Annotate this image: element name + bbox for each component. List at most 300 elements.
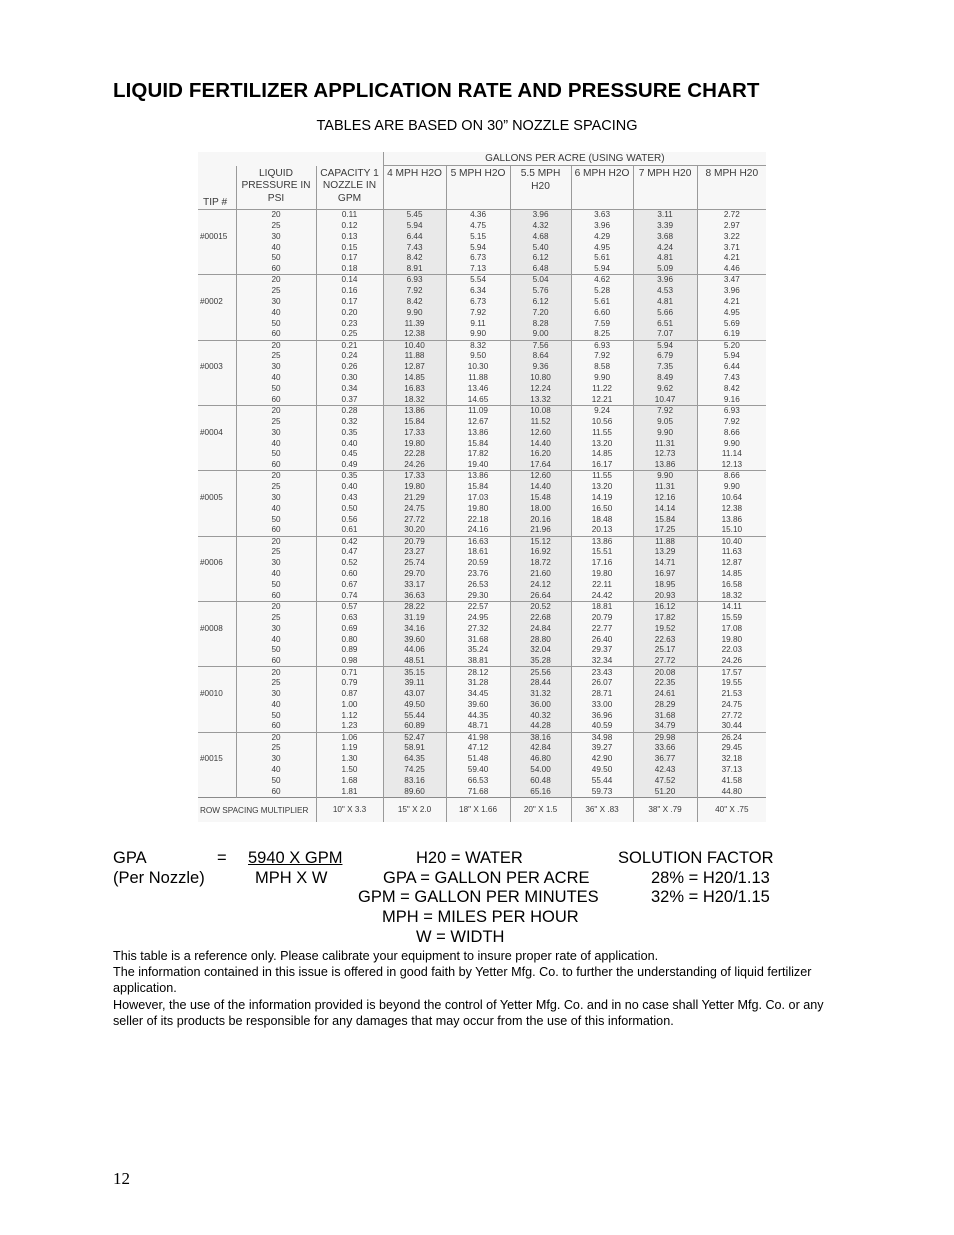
gpa-cell: 5.94 <box>383 220 446 231</box>
table-row <box>198 514 766 525</box>
gpa-cell: 8.25 <box>571 329 633 340</box>
gpa-cell: 18.81 <box>571 602 633 613</box>
pressure-cell: 30 <box>236 362 316 373</box>
gpa-cell: 28.80 <box>510 634 571 645</box>
multiplier-cell: 20" X 1.5 <box>510 798 571 823</box>
multiplier-cell: 10" X 3.3 <box>316 798 383 823</box>
pressure-cell: 60 <box>236 787 316 798</box>
gpa-cell: 19.80 <box>383 482 446 493</box>
gpa-cell: 5.94 <box>571 264 633 275</box>
gpa-cell: 9.05 <box>633 416 697 427</box>
table-subtitle: TABLES ARE BASED ON 30” NOZZLE SPACING <box>316 118 638 134</box>
gpa-cell: 54.00 <box>510 765 571 776</box>
table-row <box>198 710 766 721</box>
pressure-cell: 50 <box>236 384 316 395</box>
tip-cell <box>198 612 236 623</box>
gpa-cell: 35.28 <box>510 656 571 667</box>
tip-cell: #00015 <box>200 231 228 241</box>
gpa-cell: 9.16 <box>697 395 766 406</box>
gpa-cell: 4.32 <box>510 220 571 231</box>
gpa-cell: 6.93 <box>571 340 633 351</box>
gpa-cell: 22.57 <box>446 602 510 613</box>
capacity-cell: 0.11 <box>316 210 383 221</box>
table-row <box>198 667 766 678</box>
table-row <box>198 384 766 395</box>
gpa-cell: 3.47 <box>697 275 766 286</box>
gpa-cell: 13.86 <box>446 427 510 438</box>
tip-cell: #0008 <box>200 623 223 633</box>
gpa-cell: 7.20 <box>510 308 571 319</box>
capacity-cell: 0.15 <box>316 242 383 253</box>
gpa-cell: 60.89 <box>383 721 446 732</box>
gpa-cell: 48.51 <box>383 656 446 667</box>
gpa-cell: 42.84 <box>510 743 571 754</box>
tip-cell <box>198 580 236 591</box>
capacity-cell: 1.00 <box>316 700 383 711</box>
gpa-cell: 6.19 <box>697 329 766 340</box>
rate-table <box>198 152 766 822</box>
gpa-cell: 16.97 <box>633 569 697 580</box>
gpa-cell: 13.20 <box>571 482 633 493</box>
width-definition: W = WIDTH <box>416 928 505 946</box>
tip-cell: #0005 <box>200 493 223 502</box>
gpa-cell: 29.37 <box>571 645 633 656</box>
pressure-cell: 60 <box>236 525 316 536</box>
table-row <box>198 504 766 515</box>
gpa-cell: 27.32 <box>446 623 510 634</box>
gpa-cell: 55.44 <box>383 710 446 721</box>
gpa-cell: 9.90 <box>383 308 446 319</box>
gpa-cell: 6.48 <box>510 264 571 275</box>
gpa-cell: 52.47 <box>383 732 446 743</box>
gpa-cell: 13.86 <box>633 460 697 471</box>
tip-cell: #0010 <box>200 689 223 699</box>
h20-definition: H20 = WATER <box>416 849 523 867</box>
gpa-cell: 4.95 <box>571 242 633 253</box>
gpa-cell: 6.12 <box>510 253 571 264</box>
gpa-cell: 29.30 <box>446 591 510 602</box>
table-row <box>198 373 766 384</box>
gpa-cell: 16.20 <box>510 449 571 460</box>
gpa-cell: 19.40 <box>446 460 510 471</box>
gpa-cell: 13.86 <box>446 471 510 482</box>
gpa-cell: 29.70 <box>383 569 446 580</box>
table-row <box>198 612 766 623</box>
multiplier-cell: 40" X .75 <box>697 798 766 823</box>
gpa-cell: 22.18 <box>446 514 510 525</box>
gpa-cell: 39.60 <box>383 634 446 645</box>
gpa-cell: 7.92 <box>383 286 446 297</box>
gpa-cell: 15.84 <box>446 482 510 493</box>
gpa-cell: 39.11 <box>383 678 446 689</box>
tip-cell <box>198 591 236 602</box>
formula-gpa-label: GPA <box>113 849 147 867</box>
gpa-cell: 44.28 <box>510 721 571 732</box>
gpa-cell: 17.16 <box>571 558 633 569</box>
capacity-cell: 0.43 <box>316 493 383 504</box>
pressure-cell: 20 <box>236 471 316 482</box>
gpa-cell: 6.60 <box>571 308 633 319</box>
table-row <box>198 242 766 253</box>
gpa-cell: 42.90 <box>571 754 633 765</box>
gpa-cell: 5.20 <box>697 340 766 351</box>
speed-header-8: 8 MPH H20 <box>697 166 766 210</box>
tip-cell <box>198 340 236 351</box>
gpa-cell: 28.71 <box>571 689 633 700</box>
gpa-cell: 8.64 <box>510 351 571 362</box>
gpa-definition: GPA = GALLON PER ACRE <box>383 869 590 887</box>
table-row <box>198 220 766 231</box>
capacity-cell: 0.13 <box>316 231 383 242</box>
gpa-cell: 7.92 <box>446 308 510 319</box>
gpa-cell: 44.35 <box>446 710 510 721</box>
gpa-cell: 12.38 <box>697 504 766 515</box>
rate-chart <box>198 152 766 822</box>
gpa-cell: 51.48 <box>446 754 510 765</box>
table-row <box>198 471 766 482</box>
capacity-cell: 0.26 <box>316 362 383 373</box>
capacity-cell: 0.52 <box>316 558 383 569</box>
gpa-cell: 25.56 <box>510 667 571 678</box>
gpa-cell: 10.80 <box>510 373 571 384</box>
multiplier-cell: 38" X .79 <box>633 798 697 823</box>
gpa-cell: 13.29 <box>633 547 697 558</box>
gpa-cell: 7.35 <box>633 362 697 373</box>
tip-cell <box>198 732 236 743</box>
gpa-cell: 83.16 <box>383 776 446 787</box>
gpa-cell: 20.59 <box>446 558 510 569</box>
gpa-cell: 4.62 <box>571 275 633 286</box>
gpa-cell: 33.66 <box>633 743 697 754</box>
capacity-cell: 0.17 <box>316 297 383 308</box>
gpa-cell: 5.69 <box>697 318 766 329</box>
gpa-cell: 38.16 <box>510 732 571 743</box>
capacity-cell: 0.17 <box>316 253 383 264</box>
gpa-cell: 11.14 <box>697 449 766 460</box>
gpa-cell: 66.53 <box>446 776 510 787</box>
gpa-cell: 11.88 <box>446 373 510 384</box>
gpa-cell: 15.10 <box>697 525 766 536</box>
gpa-cell: 24.26 <box>383 460 446 471</box>
tip-cell <box>198 449 236 460</box>
gpa-cell: 5.28 <box>571 286 633 297</box>
table-row <box>198 569 766 580</box>
gpa-cell: 4.21 <box>697 253 766 264</box>
gpa-cell: 9.90 <box>446 329 510 340</box>
gpa-cell: 7.92 <box>633 406 697 417</box>
gpa-cell: 24.16 <box>446 525 510 536</box>
tip-cell <box>198 275 236 286</box>
gpa-cell: 24.26 <box>697 656 766 667</box>
gpa-cell: 8.49 <box>633 373 697 384</box>
capacity-cell: 0.23 <box>316 318 383 329</box>
pressure-cell: 50 <box>236 514 316 525</box>
gpa-cell: 6.51 <box>633 318 697 329</box>
capacity-cell: 0.24 <box>316 351 383 362</box>
table-row <box>198 591 766 602</box>
pressure-cell: 60 <box>236 395 316 406</box>
table-row <box>198 438 766 449</box>
gpa-cell: 11.22 <box>571 384 633 395</box>
gpa-cell: 20.79 <box>571 612 633 623</box>
tip-cell <box>198 286 236 297</box>
capacity-cell: 0.28 <box>316 406 383 417</box>
formula-per-nozzle: (Per Nozzle) <box>113 869 205 887</box>
gpa-cell: 5.45 <box>383 210 446 221</box>
gpa-cell: 26.64 <box>510 591 571 602</box>
gpa-cell: 5.40 <box>510 242 571 253</box>
table-row <box>198 765 766 776</box>
gpa-cell: 4.29 <box>571 231 633 242</box>
tip-cell <box>198 710 236 721</box>
table-row <box>198 602 766 613</box>
pressure-cell: 30 <box>236 231 316 242</box>
pressure-cell: 40 <box>236 765 316 776</box>
solution-factor-28: 28% = H20/1.13 <box>651 869 770 887</box>
tip-cell <box>198 743 236 754</box>
gpa-cell: 26.40 <box>571 634 633 645</box>
gpa-cell: 22.11 <box>571 580 633 591</box>
pressure-cell: 30 <box>236 493 316 504</box>
gpa-cell: 28.22 <box>383 602 446 613</box>
table-row <box>198 776 766 787</box>
gpa-cell: 6.93 <box>697 406 766 417</box>
mph-definition: MPH = MILES PER HOUR <box>382 908 579 926</box>
gpa-cell: 43.07 <box>383 689 446 700</box>
tip-cell <box>198 634 236 645</box>
gpa-cell: 23.76 <box>446 569 510 580</box>
tip-cell <box>198 525 236 536</box>
gpa-cell: 36.63 <box>383 591 446 602</box>
capacity-cell: 0.63 <box>316 612 383 623</box>
table-row <box>198 732 766 743</box>
capacity-cell: 0.21 <box>316 340 383 351</box>
pressure-cell: 20 <box>236 602 316 613</box>
rate-table-body <box>198 152 766 822</box>
gpa-cell: 13.32 <box>510 395 571 406</box>
gpa-cell: 71.68 <box>446 787 510 798</box>
gpa-cell: 10.56 <box>571 416 633 427</box>
gpa-cell: 16.63 <box>446 536 510 547</box>
gpa-cell: 30.44 <box>697 721 766 732</box>
gpa-cell: 47.12 <box>446 743 510 754</box>
table-row <box>198 427 766 438</box>
capacity-cell: 0.89 <box>316 645 383 656</box>
gpa-cell: 5.61 <box>571 297 633 308</box>
pressure-cell: 20 <box>236 732 316 743</box>
gpa-cell: 30.20 <box>383 525 446 536</box>
table-row <box>198 525 766 536</box>
gpa-cell: 17.25 <box>633 525 697 536</box>
tip-cell <box>198 569 236 580</box>
pressure-cell: 40 <box>236 700 316 711</box>
pressure-cell: 60 <box>236 264 316 275</box>
capacity-cell: 0.35 <box>316 471 383 482</box>
pressure-cell: 60 <box>236 656 316 667</box>
capacity-cell: 0.87 <box>316 689 383 700</box>
gpa-cell: 5.04 <box>510 275 571 286</box>
table-row <box>198 482 766 493</box>
gpa-cell: 14.19 <box>571 493 633 504</box>
gpa-cell: 41.58 <box>697 776 766 787</box>
gpa-cell: 9.36 <box>510 362 571 373</box>
gpa-cell: 24.84 <box>510 623 571 634</box>
gpa-cell: 15.84 <box>383 416 446 427</box>
gpa-cell: 12.60 <box>510 427 571 438</box>
gpa-cell: 4.81 <box>633 253 697 264</box>
pressure-cell: 25 <box>236 220 316 231</box>
gpa-cell: 14.85 <box>571 449 633 460</box>
gpa-cell: 47.52 <box>633 776 697 787</box>
gpa-cell: 14.40 <box>510 482 571 493</box>
gpa-cell: 26.07 <box>571 678 633 689</box>
gpa-cell: 20.13 <box>571 525 633 536</box>
gpa-cell: 9.90 <box>571 373 633 384</box>
gpa-cell: 6.12 <box>510 297 571 308</box>
gpa-cell: 11.55 <box>571 427 633 438</box>
gpa-cell: 15.84 <box>446 438 510 449</box>
gpa-cell: 49.50 <box>383 700 446 711</box>
gpa-cell: 5.54 <box>446 275 510 286</box>
gpa-cell: 13.46 <box>446 384 510 395</box>
gpa-cell: 36.77 <box>633 754 697 765</box>
tip-cell <box>198 667 236 678</box>
gpa-cell: 4.24 <box>633 242 697 253</box>
gpa-cell: 20.16 <box>510 514 571 525</box>
gpa-cell: 27.72 <box>697 710 766 721</box>
gpa-cell: 12.16 <box>633 493 697 504</box>
gpa-cell: 15.59 <box>697 612 766 623</box>
gpa-cell: 17.64 <box>510 460 571 471</box>
gpa-cell: 18.95 <box>633 580 697 591</box>
gpa-cell: 3.96 <box>510 210 571 221</box>
gpa-cell: 6.93 <box>383 275 446 286</box>
table-row <box>198 678 766 689</box>
gpa-cell: 31.68 <box>633 710 697 721</box>
table-row <box>198 754 766 765</box>
pressure-cell: 60 <box>236 460 316 471</box>
gpa-cell: 8.66 <box>697 427 766 438</box>
table-row <box>198 721 766 732</box>
gpa-cell: 16.83 <box>383 384 446 395</box>
pressure-cell: 40 <box>236 438 316 449</box>
gpa-cell: 4.75 <box>446 220 510 231</box>
capacity-cell: 1.30 <box>316 754 383 765</box>
gpa-cell: 64.35 <box>383 754 446 765</box>
gpa-cell: 29.98 <box>633 732 697 743</box>
gpa-cell: 14.85 <box>697 569 766 580</box>
pressure-cell: 40 <box>236 242 316 253</box>
gpa-cell: 34.16 <box>383 623 446 634</box>
table-row <box>198 656 766 667</box>
pressure-cell: 50 <box>236 253 316 264</box>
gpa-cell: 16.12 <box>633 602 697 613</box>
gpa-cell: 5.94 <box>446 242 510 253</box>
gpa-cell: 7.59 <box>571 318 633 329</box>
gpa-cell: 12.87 <box>383 362 446 373</box>
gpa-cell: 6.73 <box>446 253 510 264</box>
gpa-cell: 14.85 <box>383 373 446 384</box>
gpa-cell: 4.81 <box>633 297 697 308</box>
tip-cell <box>198 721 236 732</box>
pressure-cell: 60 <box>236 329 316 340</box>
table-row <box>198 449 766 460</box>
pressure-cell: 50 <box>236 449 316 460</box>
gpa-cell: 11.09 <box>446 406 510 417</box>
tip-cell <box>198 373 236 384</box>
capacity-cell: 0.74 <box>316 591 383 602</box>
table-row <box>198 264 766 275</box>
gpa-cell: 3.39 <box>633 220 697 231</box>
gpa-cell: 32.18 <box>697 754 766 765</box>
tip-cell <box>198 700 236 711</box>
gpa-cell: 8.42 <box>383 253 446 264</box>
pressure-cell: 40 <box>236 373 316 384</box>
gpa-cell: 7.13 <box>446 264 510 275</box>
capacity-cell: 0.80 <box>316 634 383 645</box>
gpa-cell: 14.40 <box>510 438 571 449</box>
pressure-cell: 20 <box>236 340 316 351</box>
table-row <box>198 231 766 242</box>
table-row <box>198 558 766 569</box>
gpa-cell: 12.24 <box>510 384 571 395</box>
gpa-cell: 18.32 <box>697 591 766 602</box>
gpa-cell: 5.09 <box>633 264 697 275</box>
tip-cell <box>198 482 236 493</box>
tip-cell <box>198 210 236 221</box>
gpa-cell: 11.55 <box>571 471 633 482</box>
gpa-cell: 59.73 <box>571 787 633 798</box>
gpa-cell: 17.33 <box>383 427 446 438</box>
gpa-cell: 14.11 <box>697 602 766 613</box>
gpa-cell: 5.76 <box>510 286 571 297</box>
gpa-cell: 36.00 <box>510 700 571 711</box>
pressure-cell: 25 <box>236 351 316 362</box>
table-row <box>198 318 766 329</box>
table-row <box>198 460 766 471</box>
gpa-cell: 4.21 <box>697 297 766 308</box>
gpa-cell: 8.58 <box>571 362 633 373</box>
capacity-cell: 0.12 <box>316 220 383 231</box>
pressure-cell: 25 <box>236 416 316 427</box>
gpa-cell: 27.72 <box>633 656 697 667</box>
page-title: LIQUID FERTILIZER APPLICATION RATE AND PRESSURE CHART <box>113 79 760 102</box>
gpa-cell: 5.15 <box>446 231 510 242</box>
gpa-cell: 13.86 <box>571 536 633 547</box>
table-row <box>198 700 766 711</box>
gpa-cell: 19.55 <box>697 678 766 689</box>
gpa-cell: 32.34 <box>571 656 633 667</box>
gpa-cell: 89.60 <box>383 787 446 798</box>
capacity-cell: 0.56 <box>316 514 383 525</box>
capacity-cell: 1.81 <box>316 787 383 798</box>
tip-cell <box>198 242 236 253</box>
capacity-cell: 0.45 <box>316 449 383 460</box>
gpa-cell: 19.80 <box>571 569 633 580</box>
capacity-cell: 0.16 <box>316 286 383 297</box>
tip-cell <box>198 765 236 776</box>
gpa-cell: 17.82 <box>633 612 697 623</box>
tip-cell <box>198 536 236 547</box>
capacity-cell: 0.20 <box>316 308 383 319</box>
speed-header-5: 5 MPH H2O <box>446 166 510 210</box>
gpa-cell: 19.80 <box>697 634 766 645</box>
gpa-cell: 12.60 <box>510 471 571 482</box>
gpa-cell: 31.28 <box>446 678 510 689</box>
gpa-cell: 16.58 <box>697 580 766 591</box>
pressure-cell: 50 <box>236 645 316 656</box>
capacity-cell: 0.47 <box>316 547 383 558</box>
